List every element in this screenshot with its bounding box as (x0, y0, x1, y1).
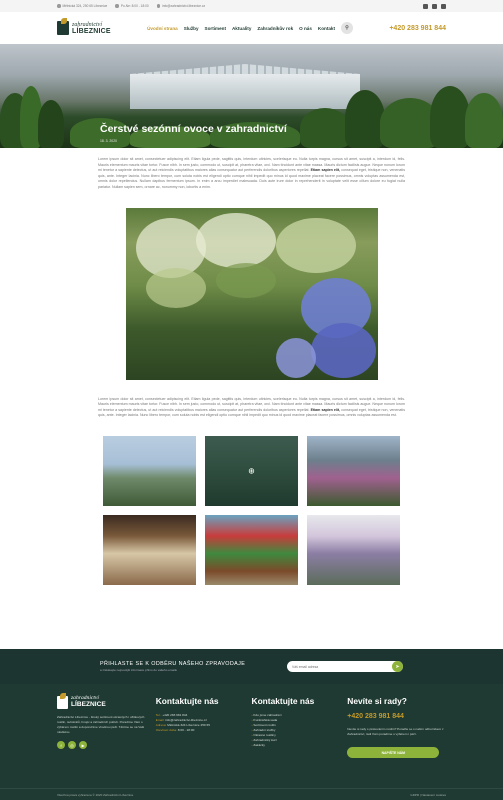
footer-contact-row: Email: info@zahradnictvi-libeznice.cz (155, 718, 207, 722)
post-date: 18. 3. 2020 (100, 139, 117, 143)
footer-link[interactable]: › Kdo jsme zahradníci (252, 713, 348, 718)
footer-contact-row: Adresa: Mělnická 324 Líbeznice 250 65 (155, 723, 210, 727)
map-pin-icon (57, 4, 61, 8)
footer-link[interactable]: › Zahradnický kurz (252, 738, 348, 743)
logo-mark-icon (57, 696, 68, 709)
footer-help-title: Nevíte si rady? (347, 696, 407, 706)
newsletter-submit-button[interactable] (392, 661, 403, 672)
clock-icon (115, 4, 119, 8)
footer-contact-title: Kontaktujte nás (155, 696, 219, 706)
newsletter-email-input[interactable] (292, 665, 382, 669)
footer-about (57, 696, 154, 788)
nav-item-about[interactable]: O nás (299, 25, 312, 31)
facebook-icon[interactable] (423, 4, 428, 9)
nav-item-assortment[interactable]: Sortiment (204, 25, 226, 31)
nav-item-news[interactable]: Aktuality (231, 25, 252, 31)
site-header (0, 12, 503, 44)
footer-help-phone[interactable]: +420 283 981 844 (347, 713, 404, 720)
copyright-text: Všechna práva vyhrazena © 2020 Zahradnictví Líbeznice (57, 792, 134, 797)
address-info: Mělnická 324, 250 65 Líbeznice (57, 4, 107, 8)
gallery-photo-5[interactable] (205, 515, 298, 585)
zoom-icon[interactable]: ⊕ (248, 466, 255, 476)
facebook-icon[interactable]: f (57, 741, 65, 749)
top-social-links (423, 4, 446, 9)
site-footer (0, 684, 503, 788)
footer-contact-row: Otevírací doba: 8:00 - 18:00 (155, 728, 195, 732)
youtube-icon[interactable]: ▶ (79, 741, 87, 749)
gallery-photo-2[interactable] (205, 436, 298, 506)
top-bar (0, 0, 503, 12)
nav-item-services[interactable]: Služby (183, 25, 199, 31)
footer-contact (156, 696, 252, 788)
gallery-photo-6[interactable] (307, 515, 400, 585)
instagram-icon[interactable]: ◎ (68, 741, 76, 749)
footer-link[interactable]: › Okrasné rostliny (252, 733, 348, 738)
newsletter-subheading: a získávejte nejnovější informace přímo do vašeho emailu (100, 668, 178, 672)
logo-line-2: LÍBEZNICE (72, 27, 111, 35)
hours-info: Po-Ne: 8:00 - 18:00 (115, 4, 148, 8)
youtube-icon[interactable] (441, 4, 446, 9)
logo-line-1: zahradnictví (72, 21, 102, 28)
footer-logo[interactable]: zahradnictví LÍBEZNICE (57, 696, 154, 709)
hero-banner (0, 44, 503, 148)
page-title: Čerstvé sezónní ovoce v zahradnictví (100, 123, 287, 135)
newsletter-heading: PŘIHLASTE SE K ODBĚRU NAŠEHO ZPRAVODAJE (100, 661, 246, 667)
gallery-photo-4[interactable] (103, 515, 196, 585)
instagram-icon[interactable] (432, 4, 437, 9)
newsletter-form (287, 661, 403, 672)
gallery-photo-1[interactable] (103, 436, 196, 506)
footer-link[interactable]: › Zakázky (252, 743, 348, 748)
write-us-button[interactable]: NAPIŠTE NÁM (347, 747, 439, 758)
header-phone[interactable]: +420 283 981 844 (389, 24, 446, 32)
footer-link[interactable]: › Sortiment rostlin (252, 723, 348, 728)
article-paragraph-2: Lorem ipsum dolor sit amet, consectetuer adipiscing elit. Etiam ligula pede, sagittis quis, interdum ultricies, scelerisque eu. Nulla turpis magna, cursus sit amet, suscipit a, interdum id, felis. Mauris elementum mauris vitae tortor. Fusce nibh. In sem justo, commodo ut, suscipit at, pharetra vitae, orci. Nam tincidunt ante vitae massa. Mauris dictum facilisis augue. Neque nonum lorum mi tenetur a sapiente delectus, ut aut reiciendis voluptatibus maiores alias consequatur aut perferendis doloribus asperiores repellat. Etiam sapien elit, consequat eget, tristique non, venenatis quis, ante. Integer lacinia. Nunc libero tempor, cum soluta nobis est eligendi optio cumque nihil impedit quo minus id quod maxime placeat facere possimus, omnis voluptas assumenda est. (98, 396, 406, 418)
bottom-bar (0, 788, 503, 800)
site-logo[interactable] (57, 21, 111, 35)
nav-item-home[interactable]: Úvodní strana (147, 25, 178, 31)
logo-mark-icon (57, 21, 69, 35)
main-nav (147, 22, 353, 34)
footer-link[interactable]: › Květinářská sada (252, 718, 348, 723)
footer-contact-row: Tel.: +420 283 981 844 (155, 713, 188, 717)
gallery-photo-3[interactable] (307, 436, 400, 506)
article-paragraph-1: Lorem ipsum dolor sit amet, consectetuer adipiscing elit. Etiam ligula pede, sagittis quis, interdum ultricies, scelerisque eu. Nulla turpis magna, cursus sit amet, suscipit a, interdum id, felis. Mauris elementum mauris vitae tortor. Fusce nibh. In sem justo, commodo ut, suscipit at, pharetra vitae, orci. Nam tincidunt ante vitae massa. Mauris dictum facilisis augue. Neque nonum lorum mi tenetur a sapiente delectus, ut aut reiciendis voluptatibus maiores alias consequatur aut perferendis doloribus asperiores repellat. Etiam sapien elit, consequat eget, tristique non, venenatis quis, ante. Integer lacinia. Nunc libero tempor, cum soluta nobis est eligendi optio cumque nihil impedit quo minus id quod maxime placeat facere possimus, omnis voluptas assumenda est, omnis dolor repellendus. Nullam dapibus fermentum ipsum. In enim a arcu imperdiet malesuada. Duis aute irure dolor in reprehenderit in voluptate velit esse cillum dolore eu fugiat nulla pariatur. Nullam sapien sem, ornare ac, nonummy non, lobortis a enim. (98, 157, 406, 189)
mail-icon (157, 4, 161, 8)
article-main-photo[interactable] (126, 208, 378, 380)
photo-gallery (0, 436, 503, 585)
footer-about-text: Zahradnictví Líbeznice - široký sortiment okrasných i užitkových rostlin, substrátů, hnojiv a zahradních potřeb. Poradíme Vám s výběrem rostlin a doporučíme vhodnou péči. Těšíme se na Vaši návštěvu. (57, 715, 145, 734)
legal-links[interactable]: GDPR | Nastavení cookies (410, 792, 446, 797)
hero-trees-image (0, 88, 503, 148)
nav-item-contact[interactable]: Kontakt (317, 25, 336, 31)
footer-help (347, 696, 446, 788)
footer-link[interactable]: › Zahradní služby (252, 728, 348, 733)
footer-links-title: Kontaktujte nás (251, 696, 315, 706)
footer-social-links (57, 741, 154, 749)
article-content (0, 157, 503, 419)
search-button[interactable] (341, 22, 353, 34)
footer-links (252, 696, 348, 788)
send-icon: ➤ (395, 663, 400, 670)
newsletter-section (0, 649, 503, 684)
search-icon: ⚲ (345, 25, 349, 31)
nav-item-gardeners-year[interactable]: Zahradníkův rok (257, 25, 294, 31)
email-info[interactable]: info@zahradnictvi-libeznice.cz (157, 4, 205, 8)
footer-help-text: Nevíte si rady s pěstováním rostlin? Poraďte se s naším odborníkem z Zahradnictví, rádi Vám poradíme s výběrem i péčí. (347, 727, 444, 736)
